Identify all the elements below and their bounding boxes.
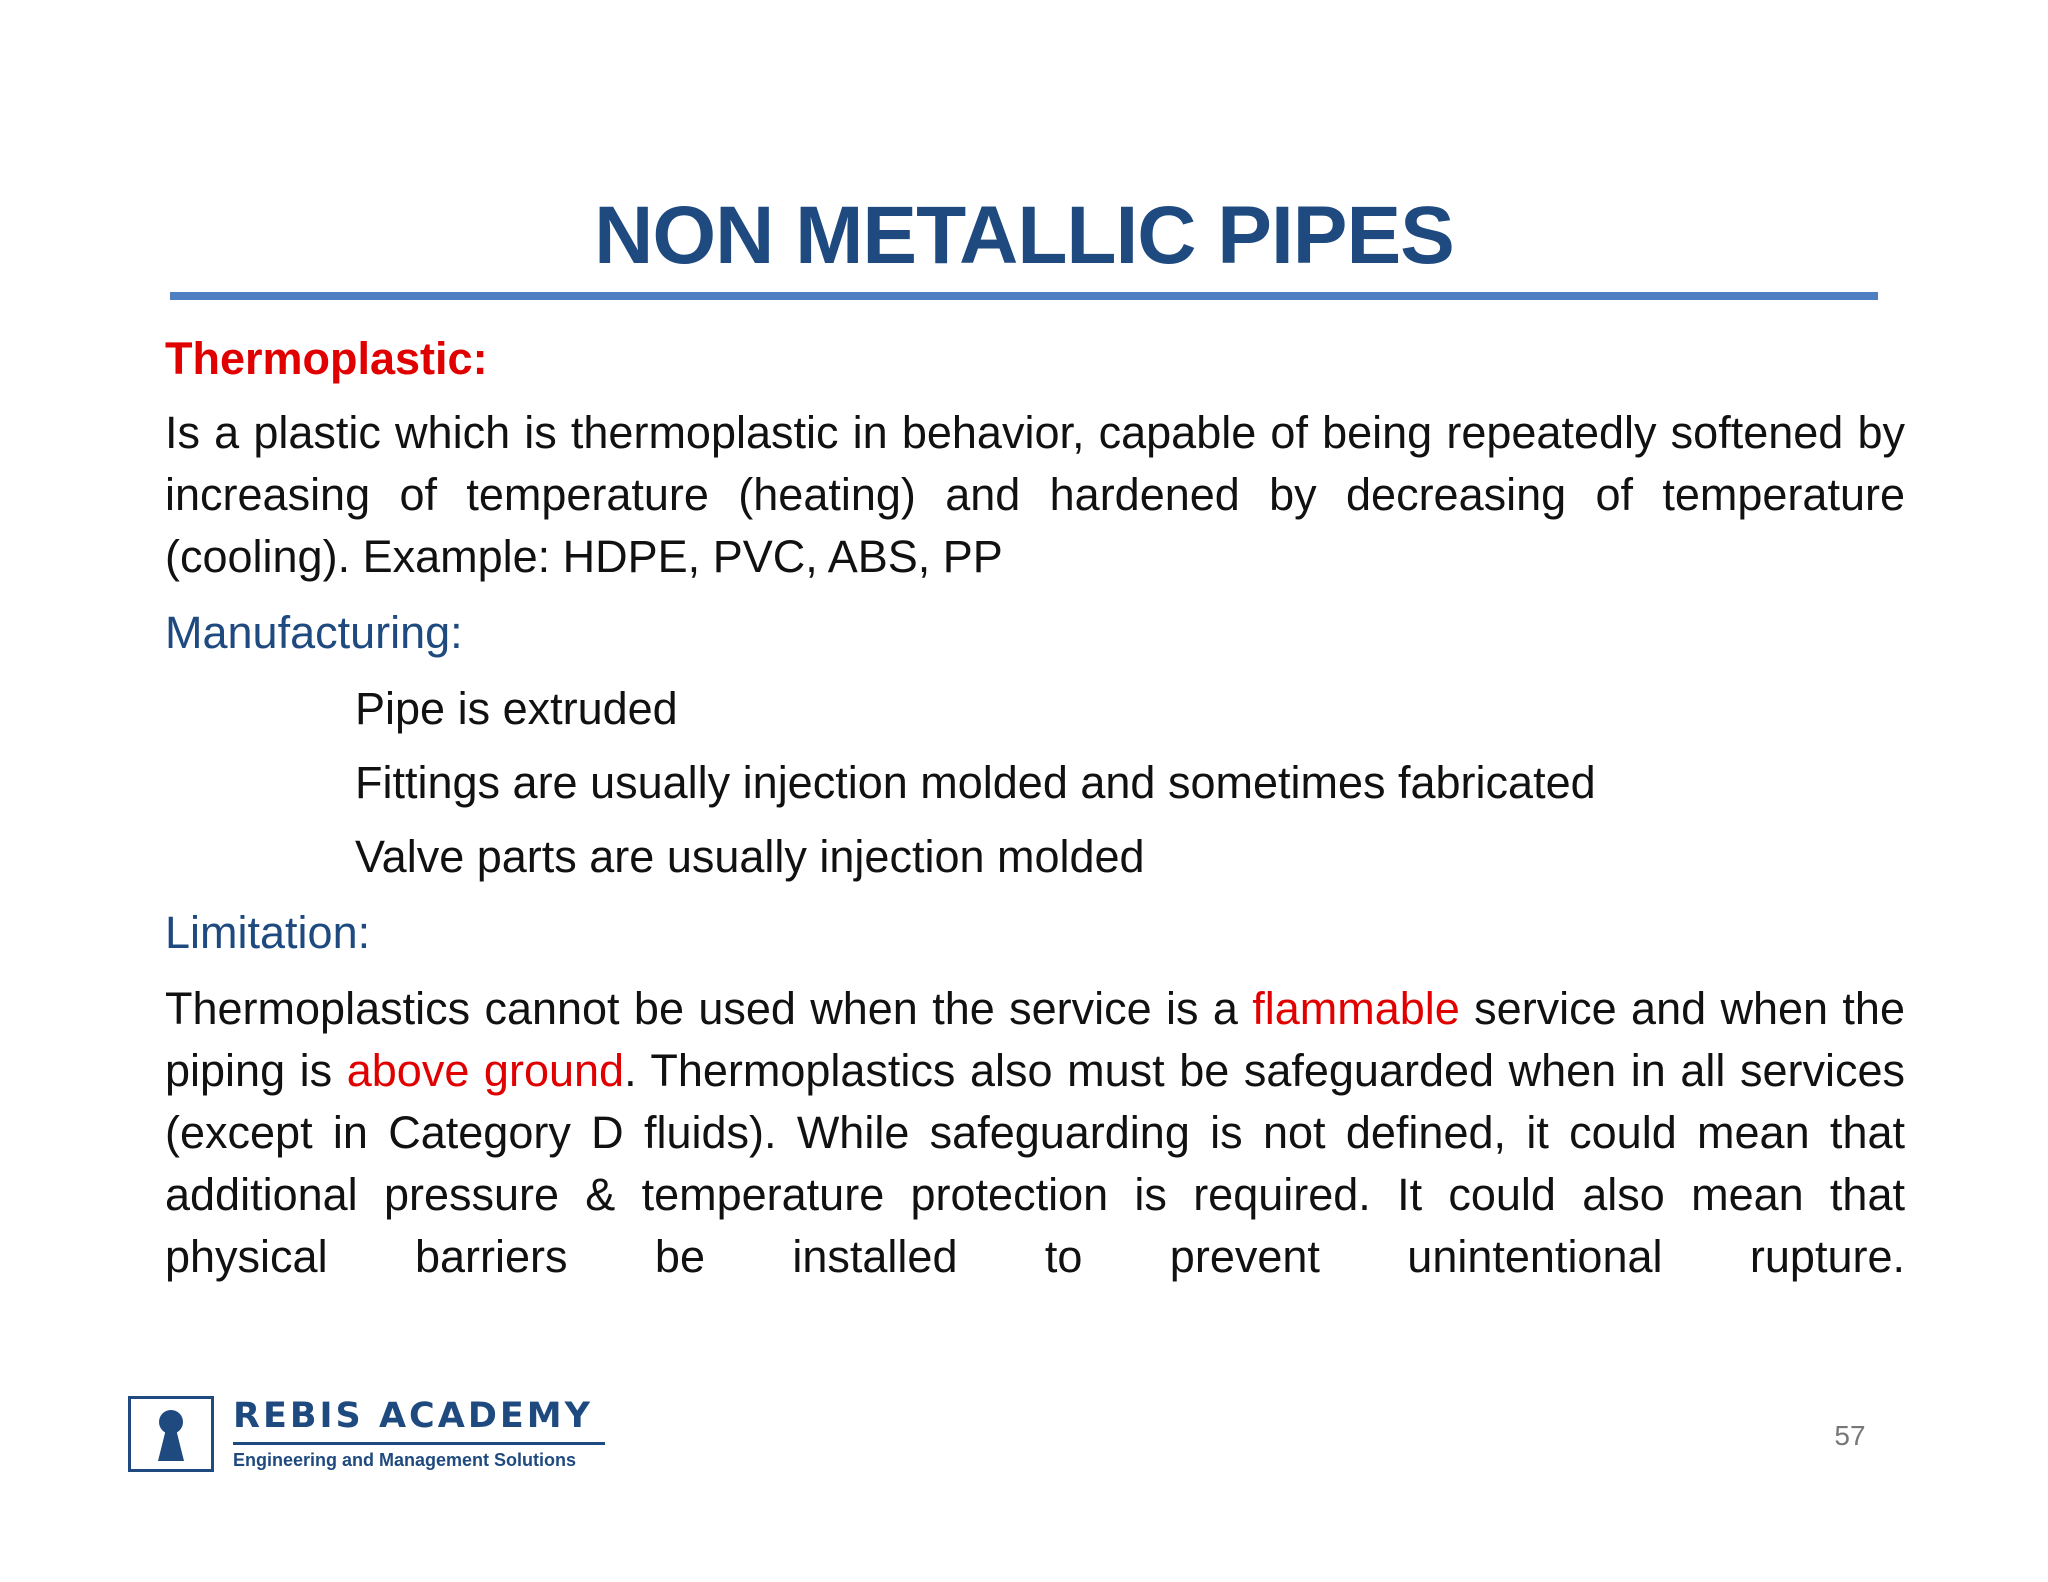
manufacturing-list (165, 678, 1905, 888)
limitation-text-part: service and when the piping is (165, 983, 1905, 1096)
slide-title: NON METALLIC PIPES (594, 190, 1454, 281)
title-underline (170, 292, 1878, 300)
logo-divider (233, 1442, 605, 1445)
flammable-highlight: flammable (1252, 983, 1460, 1034)
page-number: 57 (1834, 1420, 1866, 1451)
logo-name: REBIS ACADEMY (233, 1396, 593, 1436)
manufacturing-heading: Manufacturing: (165, 607, 463, 658)
list-item: Fittings are usually injection molded and sometimes fabricated (355, 757, 1596, 808)
thermoplastic-heading: Thermoplastic: (165, 333, 488, 384)
keyhole-icon (128, 1396, 214, 1472)
limitation-text-part: Thermoplastics cannot be used when the service is a (165, 983, 1253, 1034)
limitation-heading: Limitation: (165, 907, 371, 958)
limitation-text (165, 978, 1905, 1288)
keyhole-icon-graphic (131, 1399, 211, 1469)
list-item: Valve parts are usually injection molded (355, 831, 1145, 882)
slide-content (165, 328, 1905, 1288)
logo-tagline: Engineering and Management Solutions (233, 1450, 577, 1470)
thermoplastic-definition: Is a plastic which is thermoplastic in behavior, capable of being repeatedly softened by increasing of temperature (heating) and hardened by decreasing of temperature (cooling). Example: HDPE, PVC, ABS, PP (165, 407, 1905, 582)
limitation-text-part: . Thermoplastics also must be safeguarded when in all services (except in Category D fluids). While safeguarding is not defined, it could mean that additional pressure & temperature protection is required. It could also mean that physical barriers be installed to prevent unintentional rupture. (165, 1045, 1905, 1282)
above-ground-highlight: above ground (346, 1045, 625, 1096)
rebis-academy-logo (128, 1396, 618, 1478)
list-item: Pipe is extruded (355, 683, 678, 734)
